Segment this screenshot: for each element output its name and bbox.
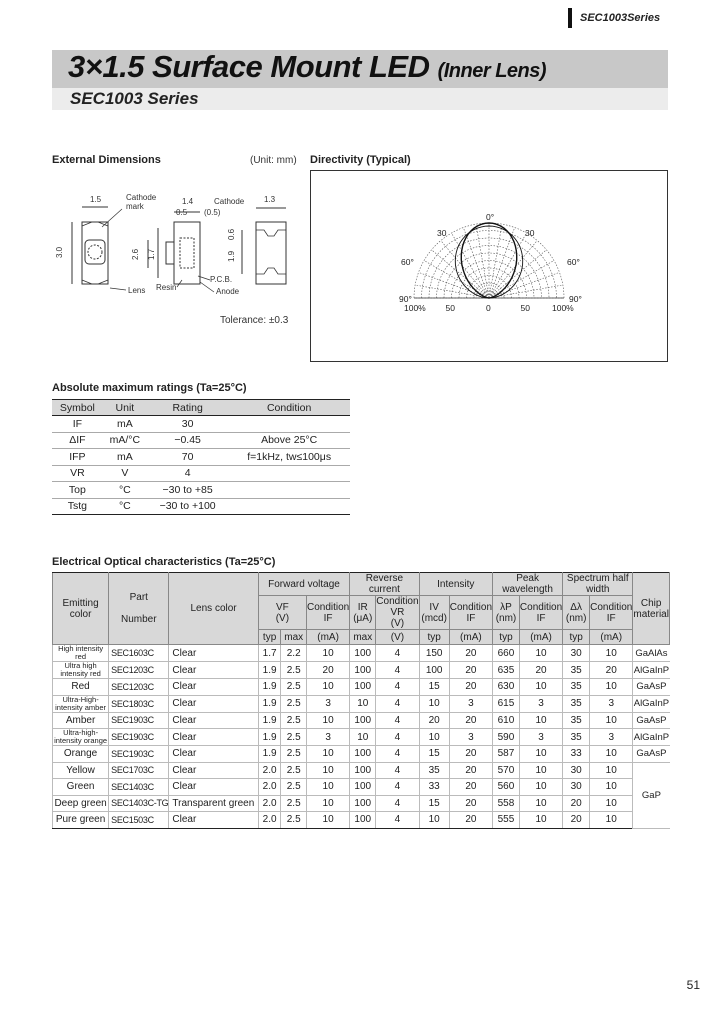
title-suffix: (Inner Lens) [437, 60, 547, 82]
electrical-cell-vf-typ: 1.9 [258, 695, 281, 712]
electrical-row [53, 795, 670, 812]
electrical-cell-chip: GaAsP [633, 712, 670, 729]
electrical-cell-chip: AlGaInP [633, 662, 670, 679]
electrical-cell-if3: 3 [519, 729, 562, 746]
electrical-cell-color: High intensity red [53, 645, 109, 662]
electrical-cell-if4: 20 [590, 662, 633, 679]
electrical-row [53, 645, 670, 662]
electrical-table [52, 572, 670, 829]
abs-max-cell: Above 25°C [228, 432, 350, 449]
abs-max-cell: °C [103, 498, 147, 515]
electrical-cell-if2: 20 [449, 779, 492, 796]
electrical-cell-dl: 30 [563, 645, 590, 662]
electrical-cell-vf-typ: 2.0 [258, 779, 281, 796]
electrical-row [53, 729, 670, 746]
dim-label: P.C.B. [210, 275, 233, 284]
electrical-cell-vr: 4 [376, 712, 419, 729]
electrical-cell-dl: 35 [563, 695, 590, 712]
dimension-drawing [52, 170, 298, 330]
abs-max-cell: −30 to +85 [147, 482, 228, 499]
electrical-cell-vr: 4 [376, 812, 419, 829]
electrical-cell-ir: 10 [350, 695, 376, 712]
electrical-cell-vr: 4 [376, 795, 419, 812]
directivity-chart-frame [310, 170, 668, 362]
unit-header: typ [493, 630, 520, 645]
title-main-text: 3×1.5 Surface Mount LED [68, 49, 430, 84]
condition-header: Condition IF [590, 596, 633, 630]
abs-max-cell: VR [52, 465, 103, 482]
abs-max-cell: 4 [147, 465, 228, 482]
electrical-cell-if4: 10 [590, 779, 633, 796]
electrical-row [53, 679, 670, 696]
electrical-cell-lp: 560 [493, 779, 520, 796]
electrical-cell-dl: 30 [563, 779, 590, 796]
dim-label: Lens [128, 286, 146, 295]
electrical-cell-if3: 10 [519, 812, 562, 829]
unit-note: (Unit: mm) [250, 155, 297, 166]
electrical-cell-if2: 20 [449, 812, 492, 829]
unit-header: typ [258, 630, 281, 645]
polar-grid-spoke [424, 261, 489, 299]
abs-max-cell: Tstg [52, 498, 103, 515]
condition-header: Condition IF [306, 596, 349, 630]
external-dimensions-heading: External Dimensions [52, 154, 161, 166]
electrical-cell-vf-max: 2.5 [281, 729, 307, 746]
electrical-cell-if4: 10 [590, 679, 633, 696]
unit-header: (mA) [590, 630, 633, 645]
electrical-cell-if1: 3 [306, 729, 349, 746]
electrical-cell-ir: 100 [350, 679, 376, 696]
polar-grid-spoke [489, 261, 554, 299]
electrical-cell-lp: 615 [493, 695, 520, 712]
reverse-current-header: Reverse current [350, 573, 419, 596]
electrical-cell-vf-typ: 1.7 [258, 645, 281, 662]
scale-label: 50 [445, 303, 455, 313]
directivity-heading: Directivity (Typical) [310, 154, 411, 166]
abs-max-row [52, 465, 350, 482]
electrical-row [53, 812, 670, 829]
electrical-cell-part: SEC1803C [109, 695, 169, 712]
electrical-cell-chip: GaAsP [633, 679, 670, 696]
electrical-cell-vr: 4 [376, 779, 419, 796]
unit-header: typ [419, 630, 449, 645]
electrical-cell-vf-max: 2.5 [281, 762, 307, 779]
electrical-row [53, 695, 670, 712]
electrical-cell-if2: 20 [449, 746, 492, 763]
condition-header: Condition IF [519, 596, 562, 630]
unit-header: (mA) [306, 630, 349, 645]
electrical-cell-vf-typ: 1.9 [258, 662, 281, 679]
header-bar [568, 8, 572, 28]
electrical-cell-iv: 33 [419, 779, 449, 796]
abs-max-cell: 30 [147, 416, 228, 433]
electrical-cell-vf-typ: 2.0 [258, 762, 281, 779]
electrical-cell-if2: 20 [449, 679, 492, 696]
electrical-cell-part: SEC1403C [109, 779, 169, 796]
angle-label: 60° [567, 257, 580, 267]
electrical-cell-iv: 15 [419, 746, 449, 763]
abs-max-heading: Absolute maximum ratings (Ta=25°C) [52, 382, 247, 394]
chip-material-header: Chip material [633, 573, 670, 645]
condition-header: Condition IF [449, 596, 492, 630]
electrical-cell-color: Pure green [53, 812, 109, 829]
series-label: SEC1003Series [580, 12, 661, 24]
electrical-row [53, 662, 670, 679]
electrical-cell-iv: 35 [419, 762, 449, 779]
angle-label: 60° [401, 257, 414, 267]
electrical-cell-dl: 20 [563, 812, 590, 829]
abs-max-cell: 70 [147, 449, 228, 466]
abs-max-row [52, 498, 350, 515]
electrical-cell-iv: 150 [419, 645, 449, 662]
abs-max-cell: mA/°C [103, 432, 147, 449]
electrical-cell-vf-max: 2.5 [281, 695, 307, 712]
electrical-cell-if1: 10 [306, 795, 349, 812]
electrical-row [53, 712, 670, 729]
abs-max-cell [228, 416, 350, 433]
abs-max-cell: IF [52, 416, 103, 433]
electrical-cell-if1: 3 [306, 695, 349, 712]
electrical-row [53, 746, 670, 763]
scale-label: 0 [486, 303, 491, 313]
electrical-cell-if1: 10 [306, 779, 349, 796]
abs-max-cell: f=1kHz, tw≤100μs [228, 449, 350, 466]
abs-max-cell: IFP [52, 449, 103, 466]
electrical-cell-vf-max: 2.5 [281, 779, 307, 796]
iv-header: IV (mcd) [419, 596, 449, 630]
electrical-cell-ir: 100 [350, 812, 376, 829]
scale-label: 50 [520, 303, 530, 313]
electrical-cell-iv: 10 [419, 695, 449, 712]
electrical-cell-dl: 35 [563, 712, 590, 729]
electrical-cell-part: SEC1203C [109, 679, 169, 696]
electrical-cell-lens: Clear [169, 662, 258, 679]
dim-label: 2.6 [131, 248, 140, 260]
electrical-cell-vr: 4 [376, 746, 419, 763]
electrical-cell-vf-max: 2.5 [281, 746, 307, 763]
electrical-cell-vf-typ: 1.9 [258, 712, 281, 729]
electrical-cell-lens: Transparent green [169, 795, 258, 812]
electrical-cell-vf-typ: 1.9 [258, 746, 281, 763]
electrical-cell-chip: GaP [633, 762, 670, 828]
electrical-cell-lp: 660 [493, 645, 520, 662]
electrical-cell-color: Orange [53, 746, 109, 763]
lp-header: λP (nm) [493, 596, 520, 630]
electrical-cell-if3: 3 [519, 695, 562, 712]
electrical-cell-dl: 33 [563, 746, 590, 763]
electrical-cell-iv: 20 [419, 712, 449, 729]
electrical-cell-if4: 10 [590, 812, 633, 829]
electrical-cell-color: Green [53, 779, 109, 796]
electrical-cell-vf-typ: 2.0 [258, 812, 281, 829]
dim-label: 1.7 [147, 248, 156, 260]
dim-label: 1.9 [227, 250, 236, 262]
dim-label: 1.4 [182, 197, 194, 206]
polar-grid-spoke [452, 233, 490, 298]
electrical-cell-vr: 4 [376, 662, 419, 679]
electrical-cell-lens: Clear [169, 779, 258, 796]
electrical-cell-part: SEC1503C [109, 812, 169, 829]
side-view-body [174, 222, 200, 284]
polar-grid-spoke [489, 241, 537, 298]
electrical-cell-vf-typ: 1.9 [258, 729, 281, 746]
end-view-body [256, 222, 286, 284]
electrical-cell-part: SEC1903C [109, 746, 169, 763]
electrical-cell-if1: 10 [306, 746, 349, 763]
electrical-cell-vf-max: 2.5 [281, 662, 307, 679]
electrical-cell-if1: 10 [306, 762, 349, 779]
electrical-cell-ir: 10 [350, 729, 376, 746]
electrical-cell-if4: 10 [590, 795, 633, 812]
electrical-cell-iv: 100 [419, 662, 449, 679]
angle-label: 30 [525, 228, 535, 238]
polar-grid-spoke [489, 228, 515, 298]
electrical-cell-if2: 3 [449, 695, 492, 712]
electrical-cell-lp: 590 [493, 729, 520, 746]
electrical-cell-chip: GaAsP [633, 746, 670, 763]
electrical-cell-vr: 4 [376, 645, 419, 662]
electrical-cell-ir: 100 [350, 779, 376, 796]
electrical-cell-lp: 610 [493, 712, 520, 729]
electrical-cell-lp: 635 [493, 662, 520, 679]
abs-max-row [52, 482, 350, 499]
electrical-cell-if4: 3 [590, 695, 633, 712]
electrical-cell-lens: Clear [169, 729, 258, 746]
electrical-row [53, 762, 670, 779]
abs-max-cell: mA [103, 449, 147, 466]
unit-header: (mA) [519, 630, 562, 645]
dim-label: 1.3 [264, 195, 276, 204]
angle-label: 90° [569, 294, 582, 304]
electrical-cell-vf-typ: 1.9 [258, 679, 281, 696]
electrical-cell-lens: Clear [169, 746, 258, 763]
forward-voltage-header: Forward voltage [258, 573, 349, 596]
vr-header: Condition VR (V) [376, 596, 419, 629]
page-number: 51 [686, 978, 700, 992]
dim-label: Cathode [214, 197, 245, 206]
electrical-cell-vr: 4 [376, 729, 419, 746]
dim-label: 0.6 [227, 228, 236, 240]
page-title [68, 49, 546, 85]
electrical-cell-if3: 10 [519, 779, 562, 796]
electrical-cell-color: Yellow [53, 762, 109, 779]
electrical-cell-dl: 30 [563, 762, 590, 779]
electrical-cell-lens: Clear [169, 695, 258, 712]
electrical-cell-if2: 3 [449, 729, 492, 746]
col-header: Unit [103, 400, 147, 416]
electrical-cell-vr: 4 [376, 695, 419, 712]
polar-grid-spoke [432, 250, 489, 298]
abs-max-cell: V [103, 465, 147, 482]
electrical-cell-lp: 587 [493, 746, 520, 763]
electrical-cell-vf-max: 2.5 [281, 679, 307, 696]
part-number-header: Part Number [109, 573, 169, 645]
electrical-cell-color: Ultra high intensity red [53, 662, 109, 679]
page-subtitle: SEC1003 Series [70, 89, 199, 108]
electrical-cell-if1: 20 [306, 662, 349, 679]
electrical-cell-part: SEC1403C-TG [109, 795, 169, 812]
electrical-cell-dl: 35 [563, 729, 590, 746]
unit-header: (mA) [449, 630, 492, 645]
scale-label: 100% [552, 303, 574, 313]
electrical-cell-if4: 3 [590, 729, 633, 746]
electrical-cell-if4: 10 [590, 712, 633, 729]
electrical-cell-if3: 10 [519, 762, 562, 779]
angle-label: 30 [437, 228, 447, 238]
electrical-cell-if3: 10 [519, 645, 562, 662]
dim-label: mark [126, 202, 144, 211]
unit-header: (V) [376, 630, 419, 645]
electrical-cell-lp: 555 [493, 812, 520, 829]
electrical-cell-lens: Clear [169, 762, 258, 779]
abs-max-cell: ΔIF [52, 432, 103, 449]
spectrum-half-width-header: Spectrum half width [563, 573, 633, 596]
electrical-cell-if2: 20 [449, 795, 492, 812]
dim-label: Cathode [126, 193, 157, 202]
electrical-cell-chip: AlGaInP [633, 695, 670, 712]
col-header: Condition [228, 400, 350, 416]
electrical-cell-vf-max: 2.5 [281, 795, 307, 812]
electrical-cell-lp: 570 [493, 762, 520, 779]
electrical-cell-iv: 15 [419, 679, 449, 696]
dim-label: Resin [156, 283, 177, 292]
vf-header: VF (V) [258, 596, 306, 630]
electrical-cell-vf-max: 2.2 [281, 645, 307, 662]
angle-label: 90° [399, 294, 412, 304]
abs-max-row [52, 416, 350, 433]
electrical-cell-part: SEC1903C [109, 712, 169, 729]
electrical-cell-ir: 100 [350, 746, 376, 763]
electrical-cell-color: Ultra-High-intensity amber [53, 695, 109, 712]
electrical-cell-dl: 35 [563, 662, 590, 679]
electrical-cell-iv: 15 [419, 795, 449, 812]
electrical-cell-chip: GaAlAs [633, 645, 670, 662]
electrical-cell-if1: 10 [306, 812, 349, 829]
electrical-cell-ir: 100 [350, 795, 376, 812]
electrical-cell-if3: 10 [519, 679, 562, 696]
electrical-cell-iv: 10 [419, 812, 449, 829]
electrical-cell-if4: 10 [590, 645, 633, 662]
electrical-cell-if2: 20 [449, 662, 492, 679]
abs-max-cell: −30 to +100 [147, 498, 228, 515]
electrical-cell-if3: 20 [519, 662, 562, 679]
electrical-cell-if3: 10 [519, 712, 562, 729]
electrical-cell-ir: 100 [350, 645, 376, 662]
dim-label: Anode [216, 287, 240, 296]
electrical-cell-vf-max: 2.5 [281, 712, 307, 729]
electrical-cell-lens: Clear [169, 679, 258, 696]
electrical-cell-part: SEC1203C [109, 662, 169, 679]
electrical-cell-if1: 10 [306, 712, 349, 729]
electrical-cell-if3: 10 [519, 795, 562, 812]
abs-max-cell: Top [52, 482, 103, 499]
electrical-cell-if3: 10 [519, 746, 562, 763]
abs-max-cell: mA [103, 416, 147, 433]
col-header: Rating [147, 400, 228, 416]
electrical-cell-color: Red [53, 679, 109, 696]
abs-max-table [52, 399, 350, 515]
abs-max-row [52, 432, 350, 449]
col-header: Symbol [52, 400, 103, 416]
dim-label: (0.5) [204, 208, 221, 217]
electrical-cell-chip: AlGaInP [633, 729, 670, 746]
tolerance-note: Tolerance: ±0.3 [220, 315, 289, 326]
electrical-heading: Electrical Optical characteristics (Ta=25°C) [52, 556, 276, 568]
electrical-cell-lp: 558 [493, 795, 520, 812]
front-view-body [82, 222, 108, 284]
electrical-cell-color: Amber [53, 712, 109, 729]
abs-max-cell [228, 498, 350, 515]
abs-max-cell [228, 465, 350, 482]
electrical-cell-if4: 10 [590, 746, 633, 763]
electrical-cell-ir: 100 [350, 712, 376, 729]
peak-wavelength-header: Peak wavelength [493, 573, 563, 596]
polar-grid-spoke [489, 233, 527, 298]
electrical-cell-if2: 20 [449, 645, 492, 662]
electrical-cell-lens: Clear [169, 812, 258, 829]
electrical-cell-dl: 20 [563, 795, 590, 812]
electrical-cell-vr: 4 [376, 762, 419, 779]
scale-label: 100% [404, 303, 426, 313]
directivity-chart [311, 171, 667, 361]
electrical-cell-ir: 100 [350, 662, 376, 679]
dim-label: 0.5 [176, 208, 188, 217]
electrical-cell-dl: 35 [563, 679, 590, 696]
electrical-cell-vr: 4 [376, 679, 419, 696]
electrical-cell-if1: 10 [306, 679, 349, 696]
abs-max-cell: °C [103, 482, 147, 499]
unit-header: typ [563, 630, 590, 645]
electrical-cell-if4: 10 [590, 762, 633, 779]
electrical-cell-lens: Clear [169, 645, 258, 662]
electrical-cell-lp: 630 [493, 679, 520, 696]
dim-label: 1.5 [90, 195, 102, 204]
unit-header: max [281, 630, 307, 645]
intensity-header: Intensity [419, 573, 492, 596]
unit-header: max [350, 630, 376, 645]
polar-grid-spoke [441, 241, 489, 298]
emitting-color-header: Emitting color [53, 573, 109, 645]
electrical-cell-part: SEC1903C [109, 729, 169, 746]
dl-header: Δλ (nm) [563, 596, 590, 630]
electrical-cell-lens: Clear [169, 712, 258, 729]
lens-color-header: Lens color [169, 573, 258, 645]
electrical-cell-part: SEC1703C [109, 762, 169, 779]
abs-max-cell: −0.45 [147, 432, 228, 449]
electrical-cell-vf-max: 2.5 [281, 812, 307, 829]
dim-label: 3.0 [55, 246, 64, 258]
electrical-cell-color: Deep green [53, 795, 109, 812]
angle-label: 0° [486, 212, 495, 222]
electrical-cell-color: Ultra-high-intensity orange [54, 728, 108, 745]
electrical-cell-if1: 10 [306, 645, 349, 662]
electrical-cell-iv: 10 [419, 729, 449, 746]
ir-header: IR (μA) [350, 596, 376, 630]
electrical-cell-vf-typ: 2.0 [258, 795, 281, 812]
electrical-row [53, 779, 670, 796]
abs-max-cell [228, 482, 350, 499]
electrical-cell-ir: 100 [350, 762, 376, 779]
electrical-cell-if2: 20 [449, 712, 492, 729]
abs-max-row [52, 449, 350, 466]
electrical-cell-if2: 20 [449, 762, 492, 779]
electrical-cell-part: SEC1603C [109, 645, 169, 662]
